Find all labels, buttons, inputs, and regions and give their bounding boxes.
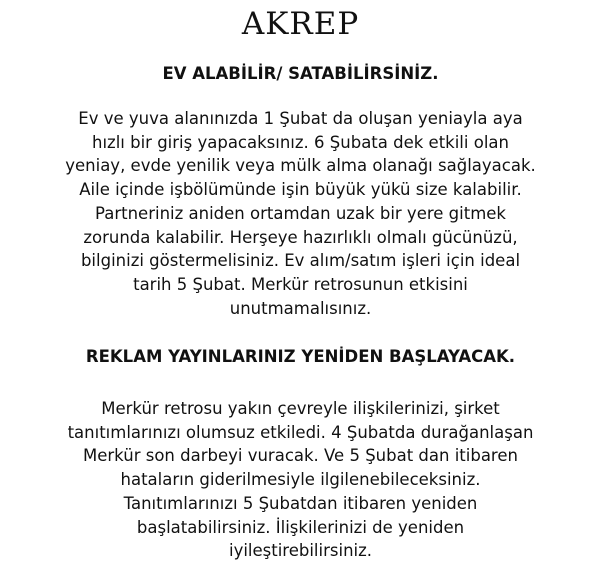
text-line: zorunda kalabilir. Herşeye hazırlıklı olmalı gücünüzü, [83,227,518,247]
text-line: tarih 5 Şubat. Merkür retrosunun etkisini [133,274,468,294]
section-heading-ads: REKLAM YAYINLARINIZ YENİDEN BAŞLAYACAK. [85,347,516,366]
section-heading-home: EV ALABİLİR/ SATABİLİRSİNİZ. [162,64,439,83]
text-line: iyileştirebilirsiniz. [228,541,373,561]
page-title: AKREP [241,6,360,42]
text-line: hataların giderilmesiyle ilgilenebileceksiniz. [120,470,481,490]
text-line: tanıtımlarınızı olumsuz etkiledi. 4 Şubatda durağanlaşan [67,422,534,442]
section-paragraph-home [0,107,601,320]
text-line: Merkür retrosu yakın çevreyle ilişkilerinizi, şirket [101,399,500,418]
text-line: başlatabilirsiniz. İlişkilerinizi de yeniden [136,517,465,537]
text-line: unutmamalısınız. [229,298,372,318]
text-line: yeniay, evde yenilik veya mülk alma olanağı sağlayacak. [65,156,536,176]
section-paragraph-ads [0,397,601,563]
text-line: Aile içinde işbölümünde işin büyük yükü size kalabilir. [79,180,522,200]
text-line: Merkür son darbeyi vuracak. Ve 5 Şubat dan itibaren [83,446,518,466]
text-line: Ev ve yuva alanınızda 1 Şubat da oluşan yeniayla aya [78,109,523,128]
text-line: Tanıtımlarınızı 5 Şubatdan itibaren yeniden [123,493,478,513]
text-line: hızlı bir giriş yapacaksınız. 6 Şubata dek etkili olan [92,132,509,152]
text-line: bilginizi göstermelisiniz. Ev alım/satım işleri için ideal [80,251,521,271]
text-line: Partneriniz aniden ortamdan uzak bir yere gitmek [95,203,506,223]
